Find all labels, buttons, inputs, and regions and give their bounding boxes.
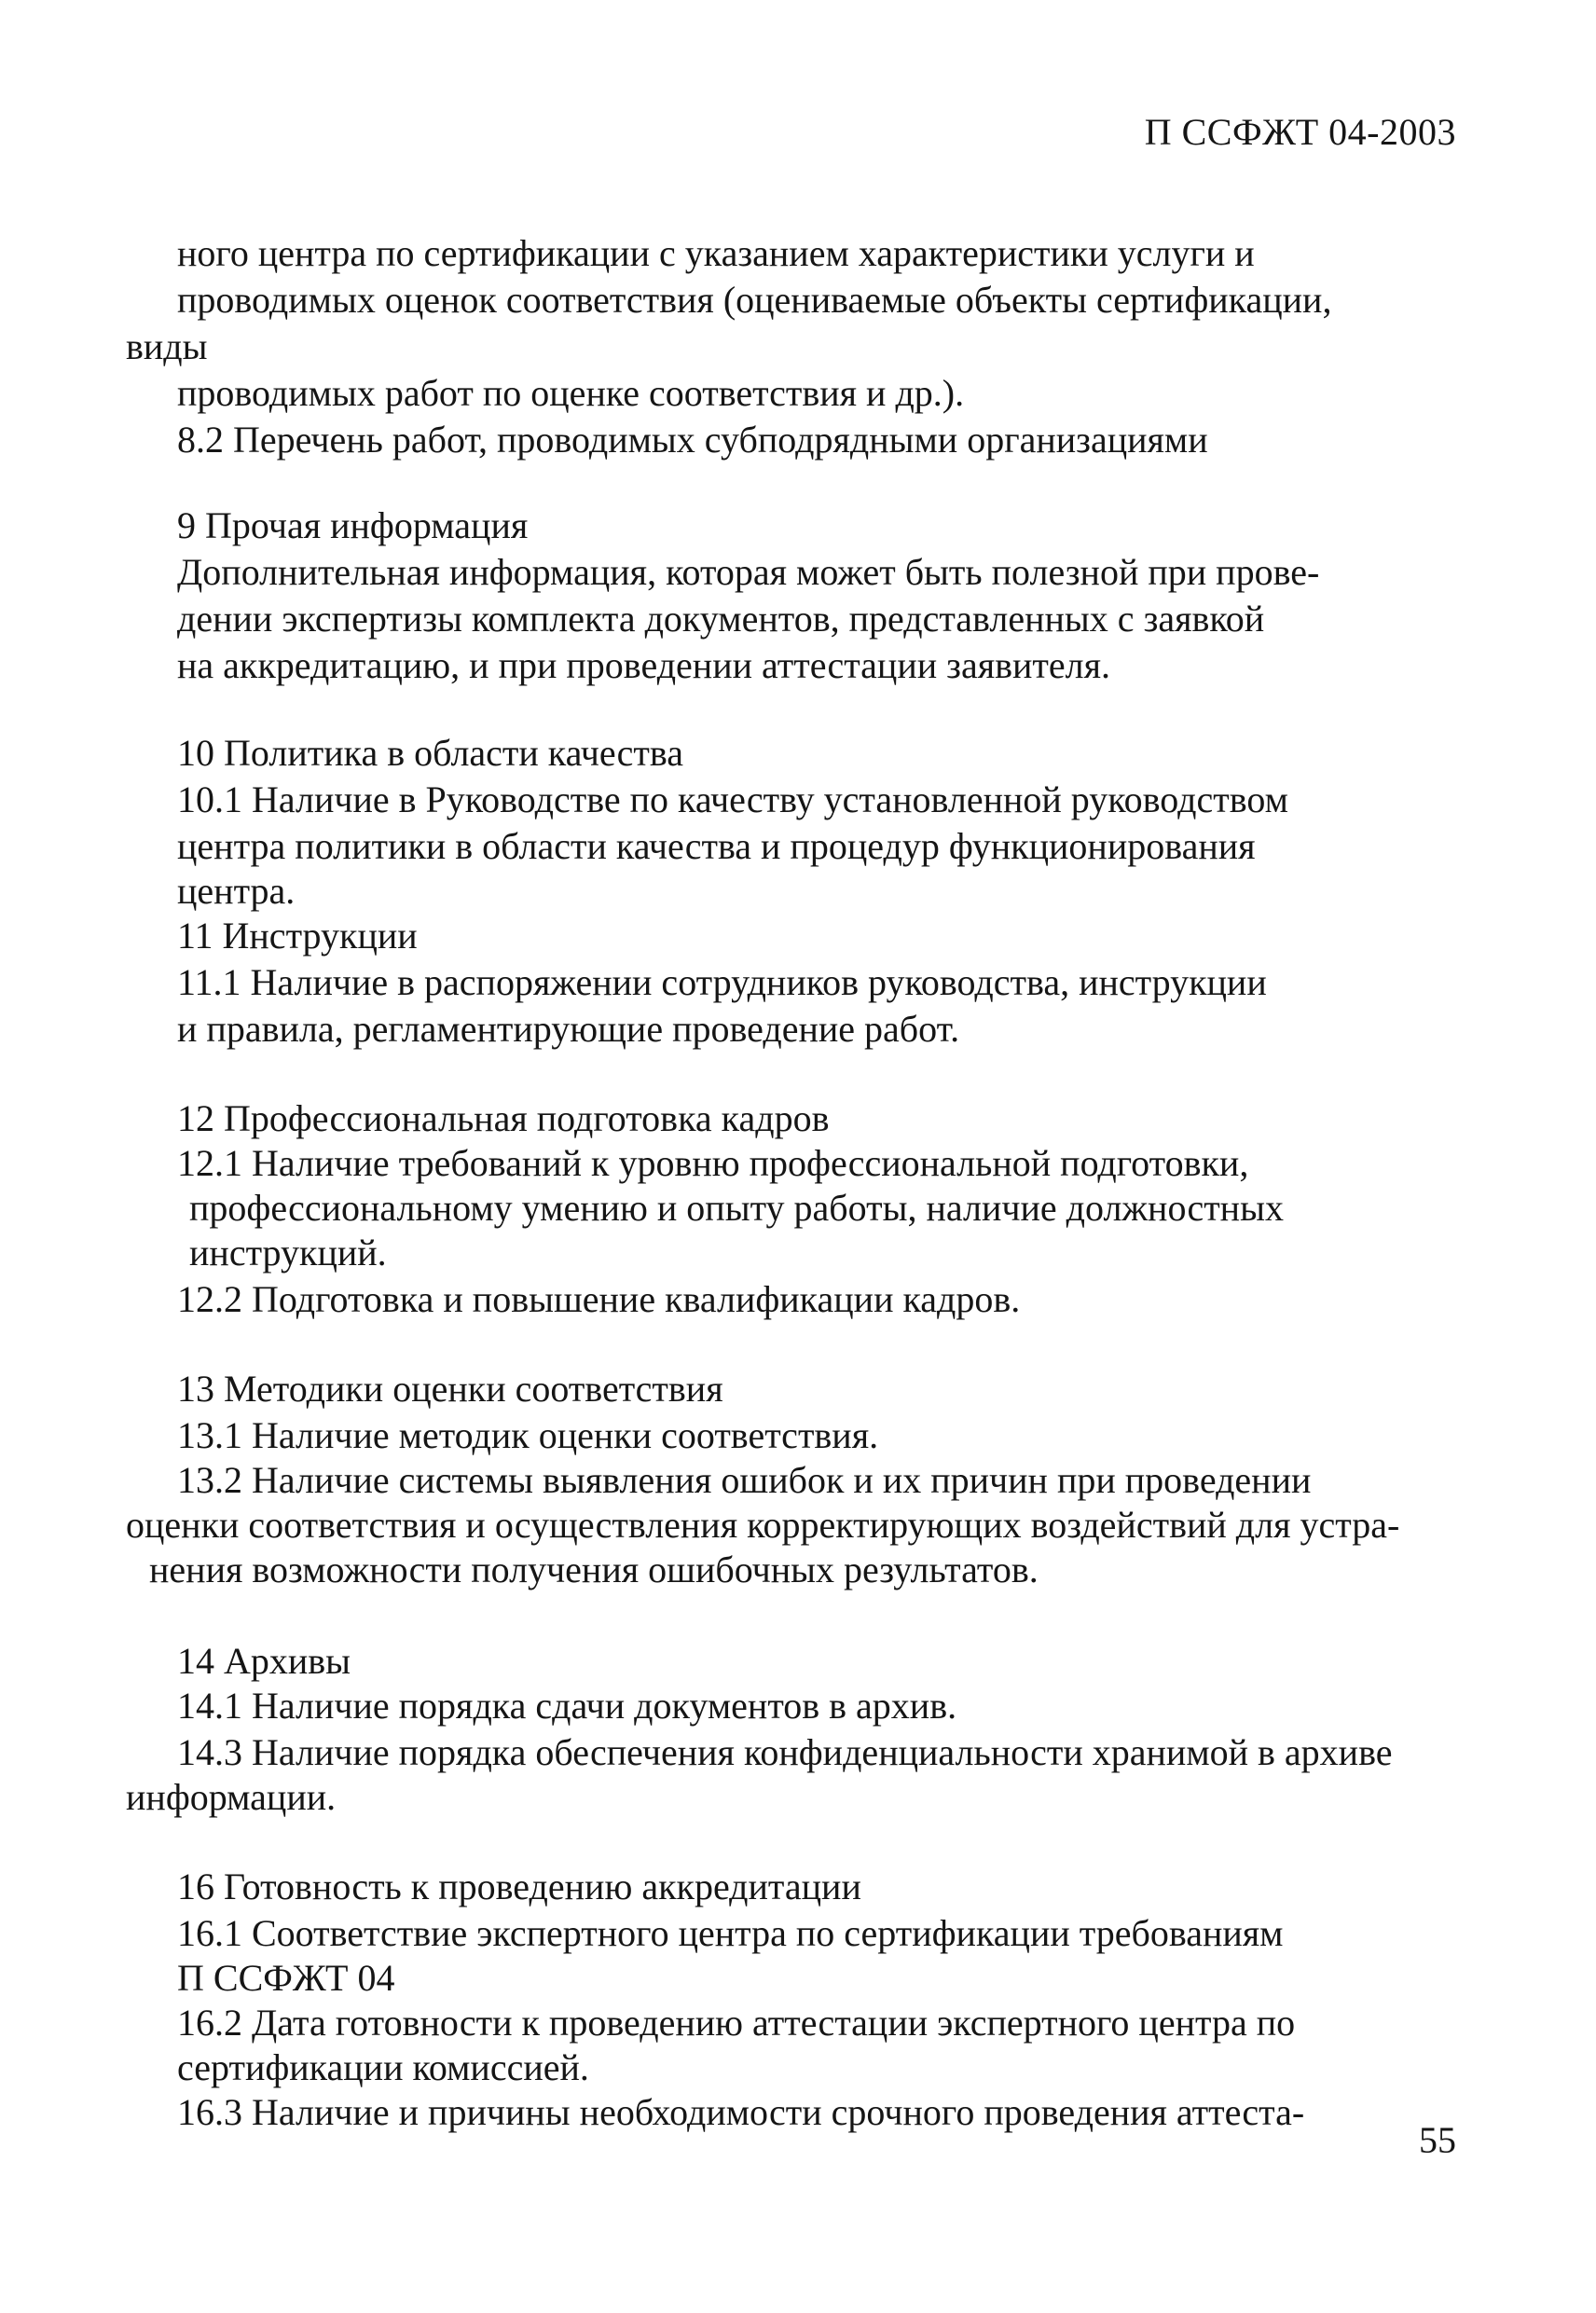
- text-line: и правила, регламентирующие проведение работ.: [177, 1008, 960, 1050]
- section-heading: 9 Прочая информация: [177, 504, 529, 546]
- text-line: инструкций.: [189, 1232, 387, 1274]
- text-line: профессиональному умению и опыту работы, наличие должностных: [189, 1187, 1284, 1229]
- text-line: 12.1 Наличие требований к уровню профессиональной подготовки,: [177, 1142, 1249, 1184]
- text-line: центра политики в области качества и процедур функционирования: [177, 825, 1256, 867]
- section-heading: 13 Методики оценки соответствия: [177, 1368, 723, 1410]
- section-heading: 10 Политика в области качества: [177, 732, 683, 774]
- text-line: оценки соответствия и осуществления корректирующих воздействий для устра-: [126, 1504, 1400, 1546]
- text-line: проводимых работ по оценке соответствия и др.).: [177, 372, 965, 414]
- text-line: П ССФЖТ 04: [177, 1957, 395, 1999]
- section-heading: 12 Профессиональная подготовка кадров: [177, 1097, 830, 1139]
- text-line: 10.1 Наличие в Руководстве по качеству установленной руководством: [177, 778, 1288, 820]
- text-line: 16.3 Наличие и причины необходимости срочного проведения аттеста-: [177, 2091, 1305, 2133]
- text-line: сертификации комиссией.: [177, 2046, 589, 2088]
- text-line: ного центра по сертификации с указанием характеристики услуги и: [177, 232, 1255, 274]
- text-line: 12.2 Подготовка и повышение квалификации кадров.: [177, 1278, 1021, 1320]
- text-line: 14.1 Наличие порядка сдачи документов в архив.: [177, 1685, 957, 1727]
- text-line: на аккредитацию, и при проведении аттестации заявителя.: [177, 644, 1110, 686]
- text-line: нения возможности получения ошибочных результатов.: [149, 1549, 1039, 1590]
- section-heading: 14 Архивы: [177, 1640, 351, 1682]
- text-line: дении экспертизы комплекта документов, представленных с заявкой: [177, 598, 1265, 640]
- text-line: информации.: [126, 1776, 337, 1818]
- text-line: 11.1 Наличие в распоряжении сотрудников руководства, инструкции: [177, 961, 1267, 1003]
- text-line: 14.3 Наличие порядка обеспечения конфиденциальности хранимой в архиве: [177, 1731, 1393, 1773]
- text-line: проводимых оценок соответствия (оцениваемые объекты сертификации,: [177, 279, 1332, 321]
- text-line: 13.2 Наличие системы выявления ошибок и их причин при проведении: [177, 1459, 1312, 1501]
- document-code-header: П ССФЖТ 04-2003: [1144, 111, 1456, 153]
- text-line: 8.2 Перечень работ, проводимых субподрядными организациями: [177, 419, 1208, 461]
- section-heading: 16 Готовность к проведению аккредитации: [177, 1866, 861, 1907]
- section-heading: 11 Инструкции: [177, 915, 418, 957]
- text-line: 13.1 Наличие методик оценки соответствия.: [177, 1414, 879, 1456]
- page-number: 55: [1419, 2119, 1456, 2161]
- text-line: центра.: [177, 870, 296, 912]
- text-line: виды: [126, 325, 208, 367]
- text-line: 16.1 Соответствие экспертного центра по сертификации требованиям: [177, 1912, 1284, 1954]
- text-line: 16.2 Дата готовности к проведению аттестации экспертного центра по: [177, 2002, 1296, 2044]
- text-line: Дополнительная информация, которая может быть полезной при прове-: [177, 551, 1320, 593]
